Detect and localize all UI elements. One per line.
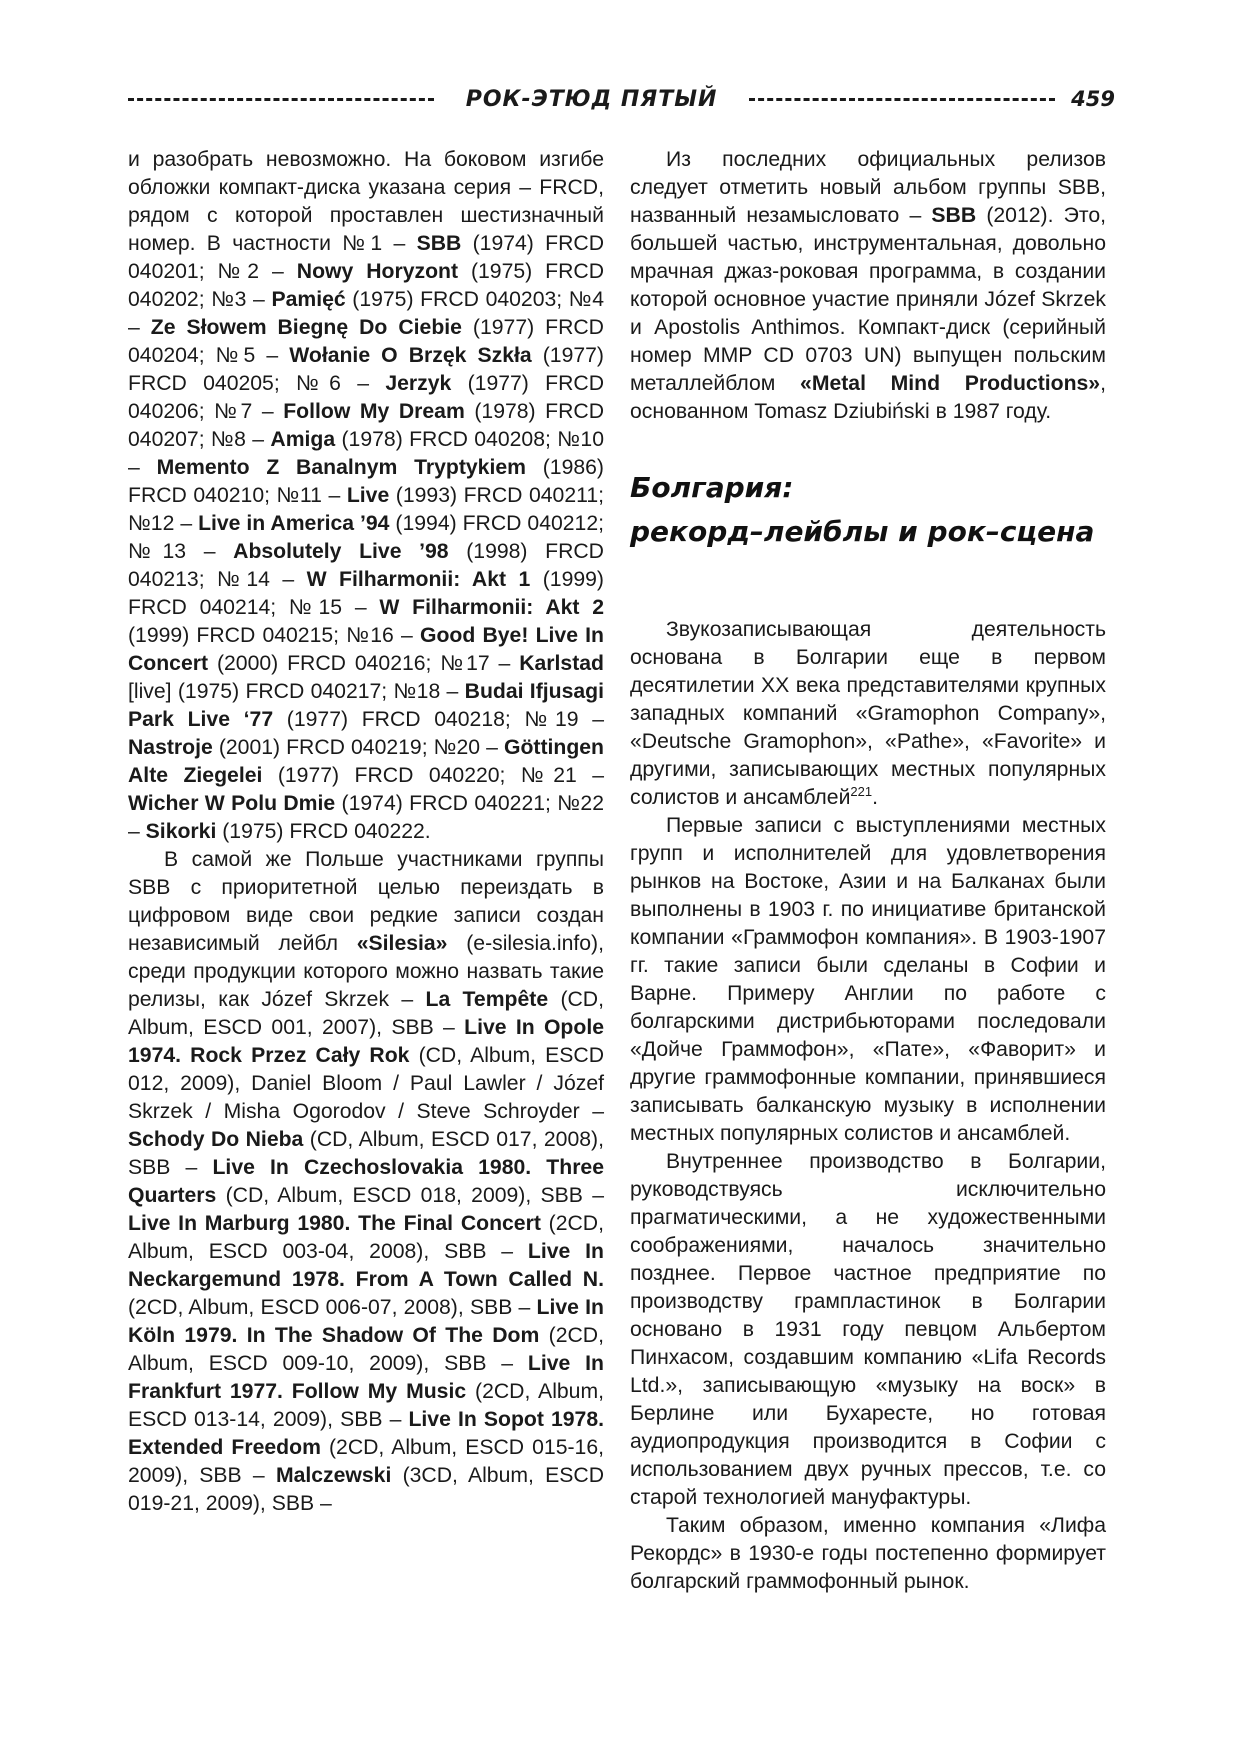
header-title: РОК-ЭТЮД ПЯТЫЙ	[465, 86, 718, 112]
running-header	[128, 82, 1115, 116]
left-paragraph-2: В самой же Польше участниками группы SBB с приоритетной целью переиздать в цифровом виде свои редкие записи создан независимый лейбл «Silesia» (e-silesia.info), среди продукции которого можно назвать такие релизы, как Józef Skrzek – La Tempête (CD, Album, ESCD 001, 2007), SBB – Live In Opole 1974. Rock Przez Cały Rok (CD, Album, ESCD 012, 2009), Daniel Bloom / Paul Lawler / Józef Skrzek / Misha Ogorodov / Steve Schroyder – Schody Do Nieba (CD, Album, ESCD 017, 2008), SBB – Live In Czechoslovakia 1980. Three Quarters (CD, Album, ESCD 018, 2009), SBB – Live In Marburg 1980. The Final Concert (2CD, Album, ESCD 003-04, 2008), SBB – Live In Neckargemund 1978. From A Town Called N. (2CD, Album, ESCD 006-07, 2008), SBB – Live In Köln 1979. In The Shadow Of The Dom (2CD, Album, ESCD 009-10, 2009), SBB – Live In Frankfurt 1977. Follow My Music (2CD, Album, ESCD 013-14, 2009), SBB – Live In Sopot 1978. Extended Freedom (2CD, Album, ESCD 015-16, 2009), SBB – Malczewski (3CD, Album, ESCD 019-21, 2009), SBB –	[128, 848, 605, 1515]
right-paragraph-2: Звукозаписывающая деятельность основана в Болгарии еще в первом десятилетии XX века представителями крупных западных компаний «Gramophon Company», «Deutsche Gramophon», «Pathe», «Favorite» и другими, записывающих местных популярных солистов и ансамблей$^{221}$.	[630, 618, 1106, 809]
right-paragraph-3: Первые записи с выступлениями местных групп и исполнителей для удовлетворения рынков на Востоке, Азии и на Балканах были выполнены в 1903 г. по инициативе британской компании «Граммофон компания». В 1903-1907 гг. такие записи были сделаны в Софии и Варне. Примеру Англии по работе с болгарскими дистрибьюторами последовали «Дойче Граммофон», «Пате», «Фаворит» и другие граммофонные компании, принявшиеся записывать балканскую музыку в исполнении местных популярных солистов и ансамблей.	[630, 814, 1106, 1145]
header-dashed-rule-right	[749, 98, 1055, 101]
left-paragraph-1: и разобрать невозможно. На боковом изгибе обложки компакт-диска указана серия – FRCD, рядом с которой проставлен шестизначный номер. В частности №1 – SBB (1974) FRCD 040201; №2 – Nowy Horyzont (1975) FRCD 040202; №3 – Pamięć (1975) FRCD 040203; №4 – Ze Słowem Biegnę Do Ciebie (1977) FRCD 040204; №5 – Wołanie O Brzęk Szkła (1977) FRCD 040205; №6 – Jerzyk (1977) FRCD 040206; №7 – Follow My Dream (1978) FRCD 040207; №8 – Amiga (1978) FRCD 040208; №10 – Memento Z Banalnym Tryptykiem (1986) FRCD 040210; №11 – Live (1993) FRCD 040211; №12 – Live in America ’94 (1994) FRCD 040212; №13 – Absolutely Live ’98 (1998) FRCD 040213; №14 – W Filharmonii: Akt 1 (1999) FRCD 040214; №15 – W Filharmonii: Akt 2 (1999) FRCD 040215; №16 – Good Bye! Live In Concert (2000) FRCD 040216; №17 – Karlstad [live] (1975) FRCD 040217; №18 – Budai Ifjusagi Park Live ‘77 (1977) FRCD 040218; №19 – Nastroje (2001) FRCD 040219; №20 – Göttingen Alte Ziegelei (1977) FRCD 040220; №21 – Wicher W Polu Dmie (1974) FRCD 040221; №22 – Sikorki (1975) FRCD 040222.	[128, 148, 605, 843]
section-heading	[630, 466, 1106, 554]
right-paragraph-5: Таким образом, именно компания «Лифа Рекордс» в 1930-е годы постепенно формирует болгарский граммофонный рынок.	[630, 1514, 1106, 1593]
left-column	[128, 146, 604, 1518]
page-number: 459	[1071, 87, 1115, 111]
footnote-marker: 221	[850, 783, 873, 799]
header-dashed-rule-left	[128, 98, 434, 101]
right-paragraph-4: Внутреннее производство в Болгарии, руководствуясь исключительно прагматическими, а не художественными соображениями, началось значительно позднее. Первое частное предприятие по производству грампластинок в Болгарии основано в 1931 году певцом Альбертом Пинхасом, создавшим компанию «Lifa Records Ltd.», записывающую «музыку на воск» в Берлине или Бухаресте, но готовая аудиопродукция производится в Софии с использованием двух ручных прессов, т.е. со старой технологией мануфактуры.	[630, 1150, 1106, 1509]
right-column	[630, 146, 1106, 1596]
section-heading-line-2: рекорд–лейблы и рок–сцена	[630, 515, 1095, 548]
right-paragraph-1: Из последних официальных релизов следует отметить новый альбом группы SBB, названный незамысловато – SBB (2012). Это, большей частью, инструментальная, довольно мрачная джаз-роковая программа, в создании которой основное участие приняли Józef Skrzek и Apostolis Anthimos. Компакт-диск (серийный номер MMP CD 0703 UN) выпущен польским металлейблом «Metal Mind Productions», основанном Tomasz Dziubiński в 1987 году.	[630, 148, 1107, 423]
section-heading-line-1: Болгария:	[630, 471, 794, 504]
